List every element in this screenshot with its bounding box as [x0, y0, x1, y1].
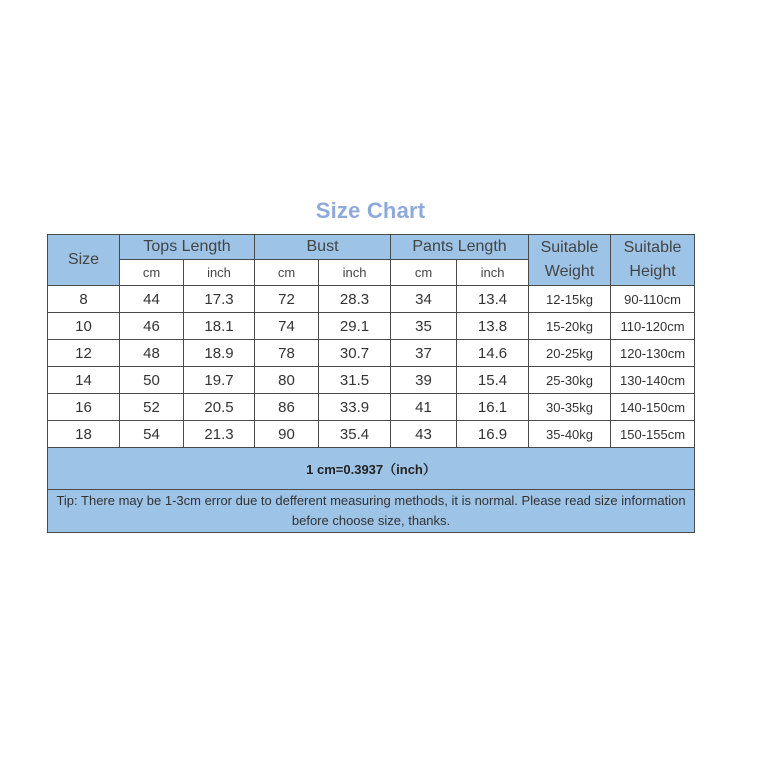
cell-bust-cm: 80: [255, 367, 319, 394]
tip-text: Tip: There may be 1-3cm error due to defferent measuring methods, it is normal. Please read size information before choose size, thanks.: [48, 490, 695, 533]
conversion-note: 1 cm=0.3937（inch）: [48, 448, 695, 490]
header-suitable-height: Suitable Height: [611, 235, 695, 286]
cell-size: 8: [48, 286, 120, 313]
cell-tops-cm: 52: [120, 394, 184, 421]
cell-tops-inch: 18.1: [184, 313, 255, 340]
subheader-tops-cm: cm: [120, 260, 184, 286]
table-row: [48, 286, 695, 313]
cell-bust-inch: 30.7: [319, 340, 391, 367]
chart-title: Size Chart: [315, 198, 426, 223]
cell-bust-cm: 74: [255, 313, 319, 340]
table-row: [48, 367, 695, 394]
cell-pants-cm: 41: [391, 394, 457, 421]
cell-height: 90-110cm: [611, 286, 695, 313]
cell-weight: 30-35kg: [529, 394, 611, 421]
cell-size: 16: [48, 394, 120, 421]
cell-size: 18: [48, 421, 120, 448]
cell-bust-inch: 33.9: [319, 394, 391, 421]
cell-pants-inch: 13.4: [457, 286, 529, 313]
cell-bust-inch: 31.5: [319, 367, 391, 394]
cell-pants-inch: 15.4: [457, 367, 529, 394]
cell-pants-inch: 13.8: [457, 313, 529, 340]
cell-weight: 20-25kg: [529, 340, 611, 367]
cell-height: 150-155cm: [611, 421, 695, 448]
table-row: [48, 421, 695, 448]
subheader-bust-inch: inch: [319, 260, 391, 286]
cell-weight: 12-15kg: [529, 286, 611, 313]
cell-pants-cm: 43: [391, 421, 457, 448]
cell-pants-cm: 37: [391, 340, 457, 367]
cell-tops-inch: 17.3: [184, 286, 255, 313]
table-row: [48, 340, 695, 367]
cell-height: 110-120cm: [611, 313, 695, 340]
subheader-pants-inch: inch: [457, 260, 529, 286]
cell-size: 12: [48, 340, 120, 367]
cell-tops-inch: 18.9: [184, 340, 255, 367]
header-pants-length: Pants Length: [391, 235, 529, 260]
cell-height: 120-130cm: [611, 340, 695, 367]
subheader-tops-inch: inch: [184, 260, 255, 286]
table-row: [48, 394, 695, 421]
cell-tops-inch: 21.3: [184, 421, 255, 448]
cell-tops-inch: 20.5: [184, 394, 255, 421]
header-size: Size: [48, 235, 120, 286]
header-suitable-weight: Suitable Weight: [529, 235, 611, 286]
cell-pants-inch: 14.6: [457, 340, 529, 367]
cell-tops-cm: 46: [120, 313, 184, 340]
cell-height: 130-140cm: [611, 367, 695, 394]
cell-bust-cm: 78: [255, 340, 319, 367]
cell-tops-cm: 44: [120, 286, 184, 313]
cell-pants-cm: 34: [391, 286, 457, 313]
cell-pants-cm: 39: [391, 367, 457, 394]
header-bust: Bust: [255, 235, 391, 260]
cell-tops-inch: 19.7: [184, 367, 255, 394]
cell-bust-cm: 90: [255, 421, 319, 448]
header-tops-length: Tops Length: [120, 235, 255, 260]
tip-row: [48, 490, 695, 533]
subheader-pants-cm: cm: [391, 260, 457, 286]
cell-bust-cm: 72: [255, 286, 319, 313]
cell-bust-inch: 29.1: [319, 313, 391, 340]
cell-bust-inch: 28.3: [319, 286, 391, 313]
cell-height: 140-150cm: [611, 394, 695, 421]
size-chart-table: [47, 234, 695, 533]
cell-bust-inch: 35.4: [319, 421, 391, 448]
cell-pants-inch: 16.1: [457, 394, 529, 421]
subheader-bust-cm: cm: [255, 260, 319, 286]
cell-bust-cm: 86: [255, 394, 319, 421]
cell-size: 14: [48, 367, 120, 394]
cell-size: 10: [48, 313, 120, 340]
cell-tops-cm: 50: [120, 367, 184, 394]
cell-pants-inch: 16.9: [457, 421, 529, 448]
conversion-note-row: [48, 448, 695, 490]
cell-weight: 25-30kg: [529, 367, 611, 394]
cell-weight: 35-40kg: [529, 421, 611, 448]
cell-tops-cm: 54: [120, 421, 184, 448]
table-row: [48, 313, 695, 340]
cell-pants-cm: 35: [391, 313, 457, 340]
header-row: [48, 235, 695, 260]
cell-weight: 15-20kg: [529, 313, 611, 340]
cell-tops-cm: 48: [120, 340, 184, 367]
